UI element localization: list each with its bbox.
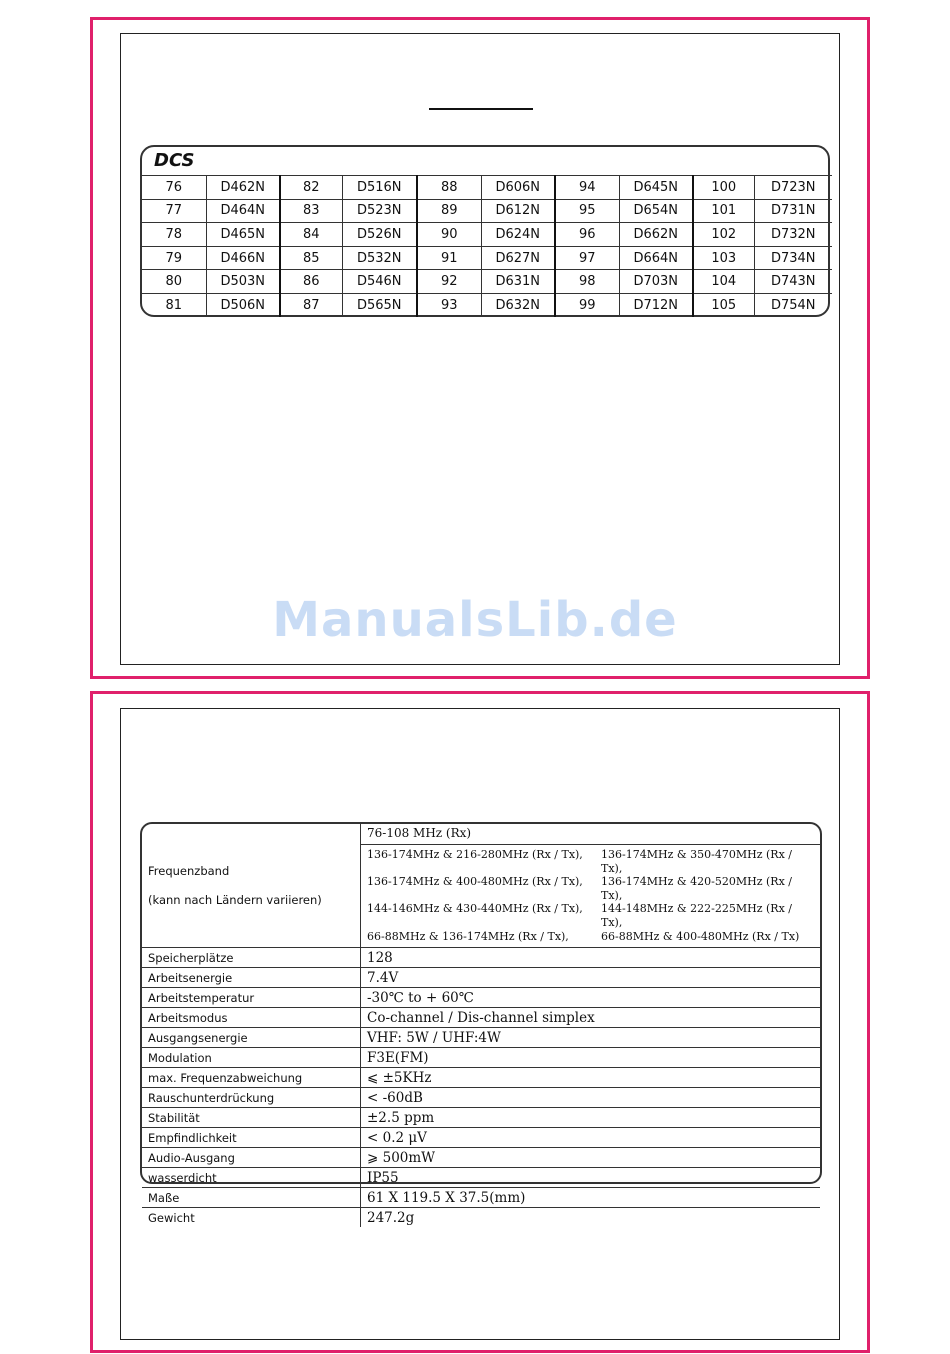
- dcs-code: D526N: [342, 223, 417, 247]
- spec-label: Arbeitstemperatur: [142, 988, 361, 1008]
- frequency-band-item: 136-174MHz & 400-480MHz (Rx / Tx),: [367, 875, 583, 889]
- dcs-channel-number: 101: [693, 199, 754, 223]
- dcs-code: D645N: [619, 176, 693, 200]
- dcs-code: D516N: [342, 176, 417, 200]
- page-bottom: [90, 691, 870, 1353]
- spec-row: [142, 1028, 820, 1048]
- frequency-band-item: 144-148MHz & 222-225MHz (Rx / Tx),: [601, 902, 792, 929]
- dcs-code: D723N: [754, 176, 832, 200]
- dcs-code: D664N: [619, 246, 693, 270]
- dcs-channel-number: 76: [142, 176, 206, 200]
- dcs-channel-number: 78: [142, 223, 206, 247]
- spec-row: [142, 1068, 820, 1088]
- dcs-table-box: [140, 145, 830, 317]
- spec-value: < -60dB: [361, 1088, 821, 1108]
- dcs-title: DCS: [154, 150, 195, 171]
- frequency-note: (kann nach Ländern variieren): [148, 892, 322, 907]
- dcs-code: D624N: [481, 223, 555, 247]
- specs-table-box: [140, 822, 822, 1226]
- dcs-code: D503N: [206, 270, 280, 294]
- dcs-code: D612N: [481, 199, 555, 223]
- dcs-row: [142, 293, 832, 316]
- spec-value: IP55: [361, 1168, 821, 1188]
- dcs-code: D627N: [481, 246, 555, 270]
- specs-table: [142, 824, 820, 1227]
- dcs-channel-number: 80: [142, 270, 206, 294]
- dcs-channel-number: 85: [280, 246, 342, 270]
- spec-label: Arbeitsmodus: [142, 1008, 361, 1028]
- spec-value: F3E(FM): [361, 1048, 821, 1068]
- dcs-table: [142, 175, 832, 317]
- dcs-code: D506N: [206, 293, 280, 316]
- spec-label: Gewicht: [142, 1208, 361, 1228]
- dcs-channel-number: 103: [693, 246, 754, 270]
- spec-row: [142, 1168, 820, 1188]
- dcs-row: [142, 270, 832, 294]
- spec-label: Rauschunterdrückung: [142, 1088, 361, 1108]
- spec-row: [142, 1188, 820, 1208]
- spec-value: VHF: 5W / UHF:4W: [361, 1028, 821, 1048]
- frequency-bands: [367, 845, 814, 947]
- dcs-row: [142, 199, 832, 223]
- spec-label: Ausgangsenergie: [142, 1028, 361, 1048]
- dcs-channel-number: 90: [417, 223, 481, 247]
- spec-value: ⩽ ±5KHz: [361, 1068, 821, 1088]
- spec-row: [142, 1128, 820, 1148]
- dcs-code: D632N: [481, 293, 555, 316]
- dcs-channel-number: 97: [555, 246, 619, 270]
- page-top-content: [120, 33, 840, 665]
- dcs-code: D565N: [342, 293, 417, 316]
- dcs-channel-number: 86: [280, 270, 342, 294]
- spec-value: < 0.2 μV: [361, 1128, 821, 1148]
- dcs-code: D546N: [342, 270, 417, 294]
- dcs-code: D703N: [619, 270, 693, 294]
- spec-row: [142, 1008, 820, 1028]
- spec-label: max. Frequenzabweichung: [142, 1068, 361, 1088]
- dcs-code: D754N: [754, 293, 832, 316]
- spec-label: Stabilität: [142, 1108, 361, 1128]
- dcs-code: D734N: [754, 246, 832, 270]
- spec-label: Empfindlichkeit: [142, 1128, 361, 1148]
- dcs-channel-number: 84: [280, 223, 342, 247]
- spec-value: 7.4V: [361, 968, 821, 988]
- spec-value: 61 X 119.5 X 37.5(mm): [361, 1188, 821, 1208]
- spec-label-frequency: [142, 824, 361, 948]
- dcs-channel-number: 100: [693, 176, 754, 200]
- frequency-band-item: 136-174MHz & 216-280MHz (Rx / Tx),: [367, 848, 583, 861]
- dcs-channel-number: 93: [417, 293, 481, 316]
- dcs-channel-number: 88: [417, 176, 481, 200]
- frequency-band-item: 66-88MHz & 400-480MHz (Rx / Tx): [601, 929, 800, 943]
- spec-row: [142, 1088, 820, 1108]
- dcs-code: D466N: [206, 246, 280, 270]
- dcs-row: [142, 223, 832, 247]
- spec-value: Co-channel / Dis-channel simplex: [361, 1008, 821, 1028]
- dcs-code: D732N: [754, 223, 832, 247]
- dcs-channel-number: 79: [142, 246, 206, 270]
- frequency-label: Frequenzband: [148, 863, 230, 878]
- dcs-channel-number: 104: [693, 270, 754, 294]
- spec-row-frequency: [142, 824, 820, 948]
- spec-row: [142, 1148, 820, 1168]
- dcs-channel-number: 87: [280, 293, 342, 316]
- dcs-code: D532N: [342, 246, 417, 270]
- frequency-band-item: 144-146MHz & 430-440MHz (Rx / Tx),: [367, 902, 583, 916]
- dcs-channel-number: 94: [555, 176, 619, 200]
- dcs-channel-number: 96: [555, 223, 619, 247]
- frequency-band-item: 66-88MHz & 136-174MHz (Rx / Tx),: [367, 929, 569, 943]
- spec-label: Arbeitsenergie: [142, 968, 361, 988]
- dcs-channel-number: 105: [693, 293, 754, 316]
- dcs-channel-number: 83: [280, 199, 342, 223]
- spec-row: [142, 1108, 820, 1128]
- title-underline: [429, 108, 533, 110]
- dcs-row: [142, 246, 832, 270]
- spec-row: [142, 988, 820, 1008]
- dcs-channel-number: 98: [555, 270, 619, 294]
- spec-value: 128: [361, 948, 821, 968]
- dcs-code: D712N: [619, 293, 693, 316]
- spec-row: [142, 1048, 820, 1068]
- spec-value: -30℃ to + 60℃: [361, 988, 821, 1008]
- dcs-code: D462N: [206, 176, 280, 200]
- spec-label: Modulation: [142, 1048, 361, 1068]
- frequency-band-item: 136-174MHz & 350-470MHz (Rx / Tx),: [601, 848, 792, 875]
- dcs-code: D606N: [481, 176, 555, 200]
- spec-row: [142, 948, 820, 968]
- watermark: ManualsLib.de: [272, 592, 678, 648]
- dcs-code: D631N: [481, 270, 555, 294]
- dcs-code: D662N: [619, 223, 693, 247]
- dcs-channel-number: 102: [693, 223, 754, 247]
- spec-label: Audio-Ausgang: [142, 1148, 361, 1168]
- dcs-code: D464N: [206, 199, 280, 223]
- dcs-code: D731N: [754, 199, 832, 223]
- spec-label: Speicherplätze: [142, 948, 361, 968]
- frequency-rx: 76-108 MHz (Rx): [361, 824, 820, 845]
- spec-value-frequency: [361, 824, 821, 948]
- frequency-band-item: 136-174MHz & 420-520MHz (Rx / Tx),: [601, 875, 792, 902]
- page-top: [90, 17, 870, 679]
- dcs-code: D743N: [754, 270, 832, 294]
- dcs-channel-number: 92: [417, 270, 481, 294]
- dcs-channel-number: 82: [280, 176, 342, 200]
- dcs-channel-number: 77: [142, 199, 206, 223]
- dcs-channel-number: 95: [555, 199, 619, 223]
- dcs-code: D465N: [206, 223, 280, 247]
- spec-value: ⩾ 500mW: [361, 1148, 821, 1168]
- page-bottom-content: [120, 708, 840, 1340]
- spec-value: 247.2g: [361, 1208, 821, 1228]
- dcs-code: D523N: [342, 199, 417, 223]
- spec-value: ±2.5 ppm: [361, 1108, 821, 1128]
- spec-row: [142, 1208, 820, 1228]
- dcs-channel-number: 81: [142, 293, 206, 316]
- dcs-channel-number: 99: [555, 293, 619, 316]
- dcs-row: [142, 176, 832, 200]
- dcs-channel-number: 91: [417, 246, 481, 270]
- spec-label: wasserdicht: [142, 1168, 361, 1188]
- dcs-channel-number: 89: [417, 199, 481, 223]
- spec-row: [142, 968, 820, 988]
- spec-label: Maße: [142, 1188, 361, 1208]
- dcs-code: D654N: [619, 199, 693, 223]
